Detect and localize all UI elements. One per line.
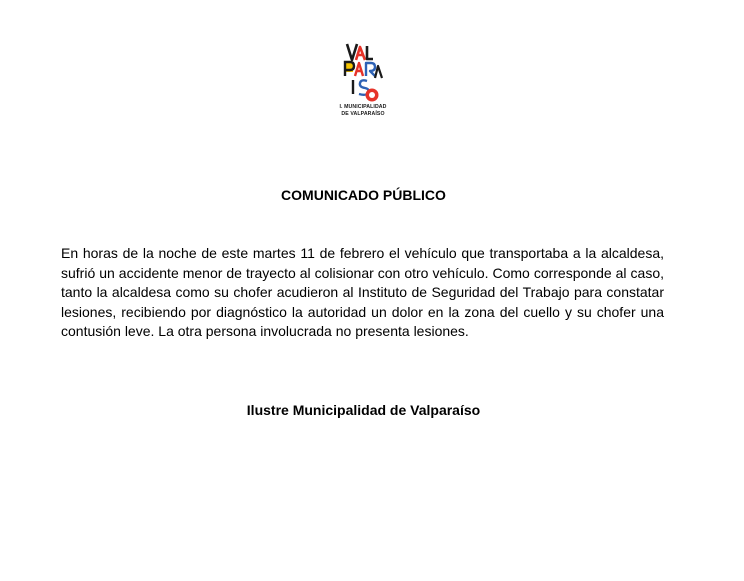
document-body: En horas de la noche de este martes 11 de febrero el vehículo que transportaba a la alcaldesa, sufrió un accidente menor de trayecto al colisionar con otro vehículo. Como corresponde al caso, tanto la alcaldesa como su chofer acudieron al Instituto de Seguridad del Trabajo para constatar lesiones, recibiendo por diagnóstico la autoridad un dolor en la zona del cuello y su chofer una contusión leve. La otra persona involucrada no presenta lesiones. (61, 245, 664, 340)
valparaiso-logo-icon (337, 42, 389, 104)
document-signature: Ilustre Municipalidad de Valparaíso (246, 402, 481, 418)
logo-caption (322, 104, 404, 117)
logo-caption-line-1: I. MUNICIPALIDAD (339, 104, 387, 110)
document-title: COMUNICADO PÚBLICO (281, 187, 446, 203)
logo-caption-line-2: DE VALPARAÍSO (341, 110, 385, 117)
